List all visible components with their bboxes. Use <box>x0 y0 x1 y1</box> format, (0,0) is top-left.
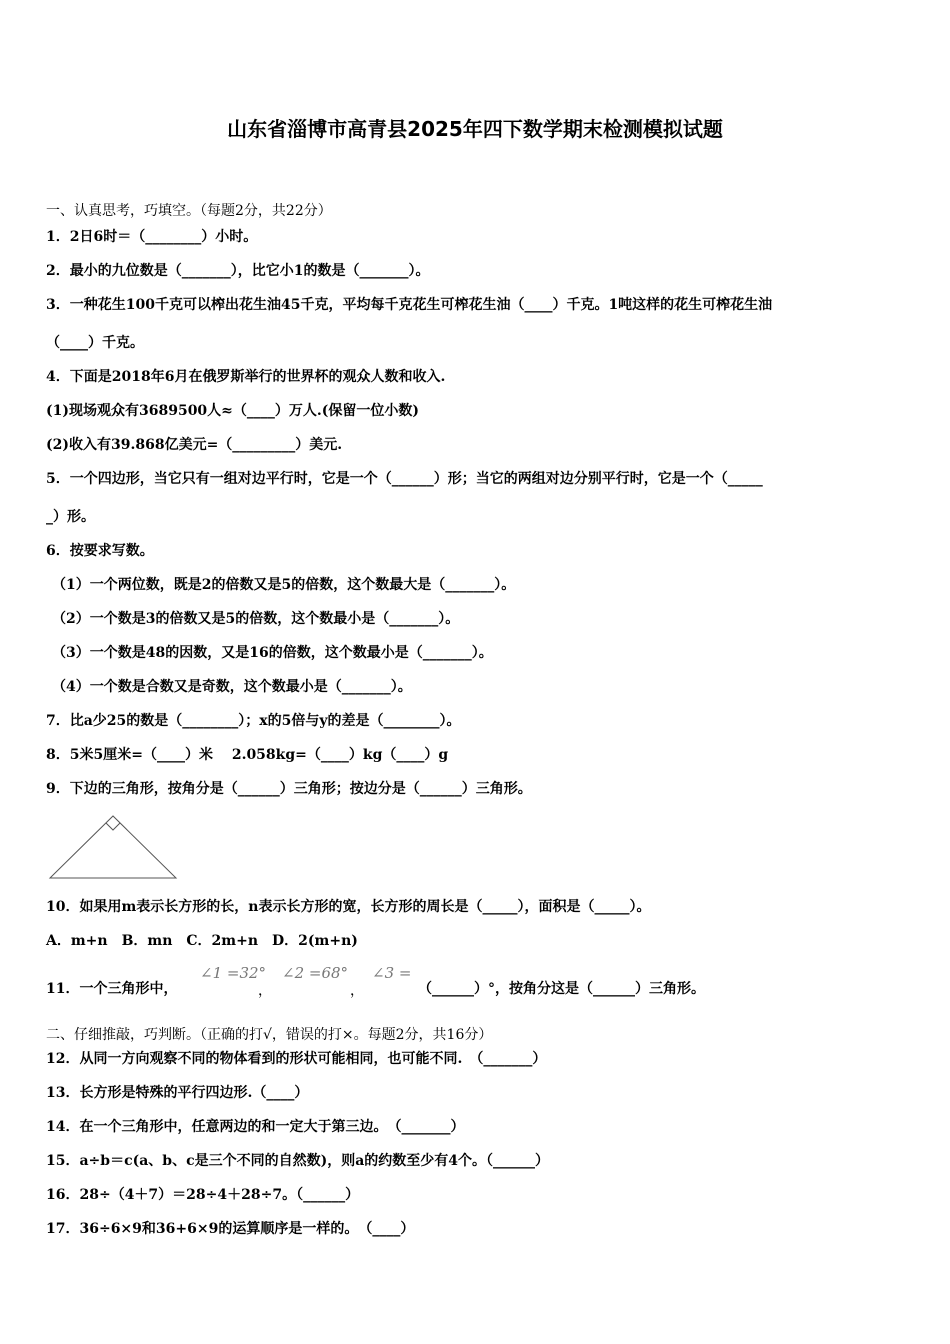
triangle-outline <box>50 816 176 878</box>
question-17: 17．36÷6×9和36+6×9的运算顺序是一样的。 （____） <box>46 1221 415 1237</box>
question-11-prefix: 11．一个三角形中， <box>46 981 178 997</box>
question-12: 12．从同一方向观察不同的物体看到的形状可能相同，也可能不同. （_______） <box>46 1051 547 1067</box>
question-4-part-2: (2)收入有39.868亿美元=（_________）美元. <box>46 437 343 453</box>
question-5-line-2: _）形。 <box>46 509 95 525</box>
question-3-line-2: （____）千克。 <box>46 335 144 351</box>
question-16: 16．28÷（4＋7）＝28÷4＋28÷7。（______） <box>46 1187 360 1203</box>
question-13: 13．长方形是特殊的平行四边形.（____） <box>46 1085 309 1101</box>
question-5-line-1: 5．一个四边形，当它只有一组对边平行时，它是一个（______）形；当它的两组对边分别平行时，它是一个（_____ <box>46 471 763 487</box>
right-isosceles-triangle-figure <box>48 812 180 882</box>
question-15: 15．a÷b＝c(a、b、c是三个不同的自然数)，则a的约数至少有4个。（______） <box>46 1153 550 1169</box>
question-2: 2．最小的九位数是（_______），比它小1的数是（_______）。 <box>46 263 430 279</box>
question-4: 4．下面是2018年6月在俄罗斯举行的世界杯的观众人数和收入. <box>46 369 446 385</box>
question-14: 14．在一个三角形中，任意两边的和一定大于第三边。 （_______） <box>46 1119 465 1135</box>
angle-2-label: ∠2 =68° <box>282 964 349 982</box>
question-7: 7．比a少25的数是（________）；x的5倍与y的差是（________）。 <box>46 713 461 729</box>
question-11-suffix: （______）°，按角分这是（______）三角形。 <box>418 981 705 997</box>
question-6-part-1: （1）一个两位数，既是2的倍数又是5的倍数，这个数最大是（_______）。 <box>52 577 516 593</box>
question-8: 8．5米5厘米=（____）米 2.058kg=（____）kg（____）g <box>46 747 449 763</box>
question-11-comma-1: ， <box>258 983 272 999</box>
question-6-part-2: （2）一个数是3的倍数又是5的倍数，这个数最小是（_______）。 <box>52 611 460 627</box>
question-6-part-3: （3）一个数是48的因数，又是16的倍数，这个数最小是（_______）。 <box>52 645 493 661</box>
question-9: 9．下边的三角形，按角分是（______）三角形；按边分是（______）三角形。 <box>46 781 532 797</box>
question-10: 10．如果用m表示长方形的长，n表示长方形的宽，长方形的周长是（_____），面积是（_____）。 <box>46 899 651 915</box>
question-6-part-4: （4）一个数是合数又是奇数，这个数最小是（_______）。 <box>52 679 412 695</box>
question-1: 1．2日6时＝（________）小时。 <box>46 229 258 245</box>
right-angle-marker <box>106 823 120 830</box>
angle-1-label: ∠1 =32° <box>200 964 267 982</box>
angle-3-label: ∠3 = <box>372 964 412 982</box>
question-3-line-1: 3．一种花生100千克可以榨出花生油45千克，平均每千克花生可榨花生油（____）千克。1吨这样的花生可榨花生油 <box>46 297 773 313</box>
section-1-heading: 一、认真思考，巧填空。（每题2分，共22分） <box>46 203 332 219</box>
question-4-part-1: (1)现场观众有3689500人≈（____）万人.(保留一位小数) <box>46 403 420 419</box>
question-11-comma-2: ， <box>350 983 364 999</box>
section-2-heading: 二、仔细推敲，巧判断。（正确的打√，错误的打×。每题2分，共16分） <box>46 1027 493 1043</box>
question-6: 6．按要求写数。 <box>46 543 154 559</box>
page-title: 山东省淄博市高青县2025年四下数学期末检测模拟试题 <box>227 117 723 141</box>
question-10-options: A．m+n B．mn C．2m+n D．2(m+n) <box>46 933 358 949</box>
